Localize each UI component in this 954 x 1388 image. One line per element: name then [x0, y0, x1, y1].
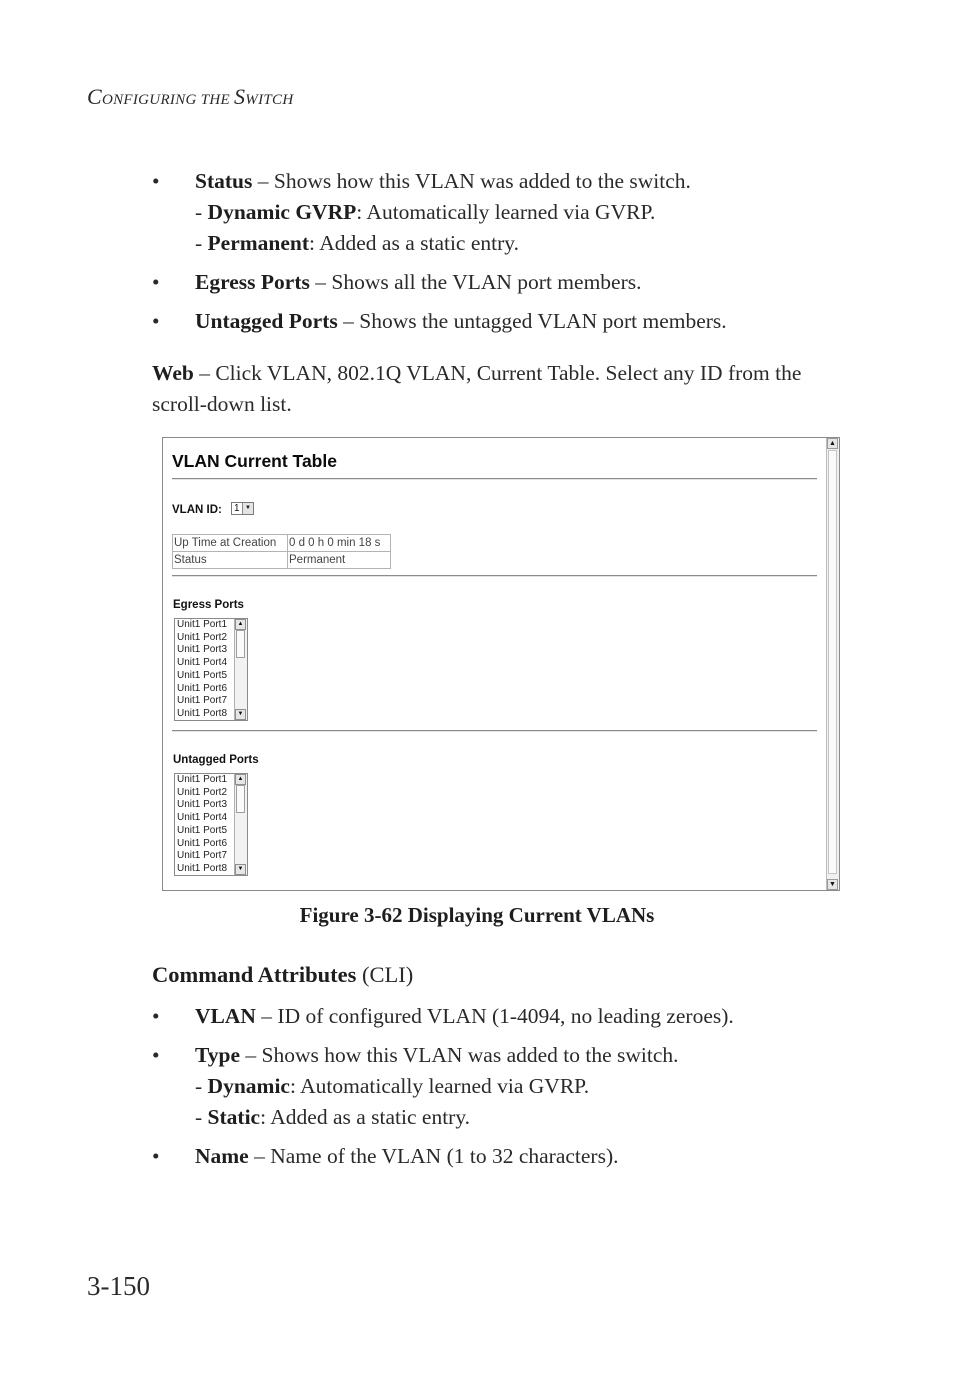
untagged-ports-listbox[interactable] — [174, 773, 248, 876]
list-item[interactable]: Unit1 Port2 — [177, 631, 228, 643]
sub-item: - Static: Added as a static entry. — [195, 1105, 471, 1129]
web-instructions: Web – Click VLAN, 802.1Q VLAN, Current Table. Select any ID from the scroll-down list. — [152, 361, 802, 416]
vlan-id-label: VLAN ID: — [172, 504, 222, 516]
page-number: 3-150 — [87, 1271, 150, 1301]
table-row — [173, 535, 391, 552]
list-item[interactable]: Unit1 Port8 — [177, 862, 228, 874]
page-title: VLAN Current Table — [172, 451, 337, 471]
untagged-ports-items — [177, 774, 227, 876]
divider — [172, 575, 817, 577]
list-item[interactable]: Unit1 Port6 — [177, 837, 228, 849]
scroll-thumb[interactable] — [236, 630, 245, 658]
table-cell: 0 d 0 h 0 min 18 s — [288, 535, 391, 552]
sub-item: - Dynamic GVRP: Automatically learned via GVRP. — [195, 200, 656, 224]
untagged-ports-label: Untagged Ports — [173, 754, 259, 766]
list-item[interactable]: Unit1 Port6 — [177, 682, 228, 694]
list-item[interactable]: Unit1 Port8 — [177, 707, 228, 719]
scroll-down-arrow-icon[interactable]: ▼ — [235, 709, 246, 720]
list-item[interactable]: Unit1 Port3 — [177, 799, 228, 811]
list-item: • Untagged Ports – Shows the untagged VLAN port members. — [152, 309, 727, 333]
sub-item: - Dynamic: Automatically learned via GVRP. — [195, 1074, 590, 1098]
command-attributes-heading: Command Attributes (CLI) — [152, 962, 414, 987]
scroll-up-arrow-icon[interactable]: ▲ — [235, 774, 246, 785]
page-scrollbar[interactable] — [826, 438, 839, 890]
divider — [172, 478, 817, 480]
vlan-info-table — [172, 534, 391, 569]
list-item[interactable]: Unit1 Port4 — [177, 812, 228, 824]
list-item[interactable]: Unit1 Port1 — [177, 619, 228, 630]
egress-ports-items — [177, 619, 227, 721]
status-bullet-list — [152, 166, 852, 345]
list-item[interactable]: Unit1 Port5 — [177, 824, 228, 836]
list-item[interactable]: Unit1 Port5 — [177, 669, 228, 681]
list-item[interactable]: Unit1 Port1 — [177, 774, 228, 785]
list-item: • Name – Name of the VLAN (1 to 32 characters). — [152, 1144, 619, 1168]
list-item[interactable]: Unit1 Port7 — [177, 850, 228, 862]
scroll-up-arrow-icon[interactable]: ▲ — [235, 619, 246, 630]
list-item: • VLAN – ID of configured VLAN (1-4094, no leading zeroes). — [152, 1004, 734, 1028]
vlan-id-select[interactable] — [231, 502, 254, 515]
list-item[interactable]: Unit1 Port3 — [177, 644, 228, 656]
scroll-up-arrow-icon[interactable]: ▲ — [827, 438, 838, 449]
table-cell: Permanent — [288, 552, 391, 569]
divider — [172, 730, 817, 732]
listbox-scrollbar[interactable] — [234, 619, 247, 720]
table-cell: Up Time at Creation — [173, 535, 288, 552]
list-item: • Status – Shows how this VLAN was added to the switch. - Dynamic GVRP: Automatically learned via GVRP. - Permanent: Added as a static entry. — [152, 166, 852, 259]
listbox-scrollbar[interactable] — [234, 774, 247, 875]
scroll-thumb[interactable] — [828, 450, 837, 874]
chevron-down-icon[interactable]: ▼ — [242, 503, 253, 514]
cli-bullet-list — [152, 1001, 852, 1180]
table-row — [173, 552, 391, 569]
list-item[interactable]: Unit1 Port4 — [177, 657, 228, 669]
vlan-id-value: 1 — [234, 503, 240, 514]
list-item[interactable]: Unit1 Port7 — [177, 695, 228, 707]
list-item: • Egress Ports – Shows all the VLAN port members. — [152, 270, 642, 294]
figure-caption: Figure 3-62 Displaying Current VLANs — [299, 903, 655, 927]
scroll-down-arrow-icon[interactable]: ▼ — [235, 864, 246, 875]
vlan-current-table-screenshot — [162, 437, 840, 891]
table-cell: Status — [173, 552, 288, 569]
egress-ports-label: Egress Ports — [173, 599, 244, 611]
list-item[interactable]: Unit1 Port2 — [177, 786, 228, 798]
scroll-thumb[interactable] — [236, 785, 245, 813]
list-item: • Type – Shows how this VLAN was added to the switch. - Dynamic: Automatically learned via GVRP. - Static: Added as a static entry. — [152, 1040, 852, 1133]
egress-ports-listbox[interactable] — [174, 618, 248, 721]
sub-item: - Permanent: Added as a static entry. — [195, 231, 520, 255]
scroll-down-arrow-icon[interactable]: ▼ — [827, 879, 838, 890]
running-header: CONFIGURING THE SWITCH — [87, 84, 294, 109]
